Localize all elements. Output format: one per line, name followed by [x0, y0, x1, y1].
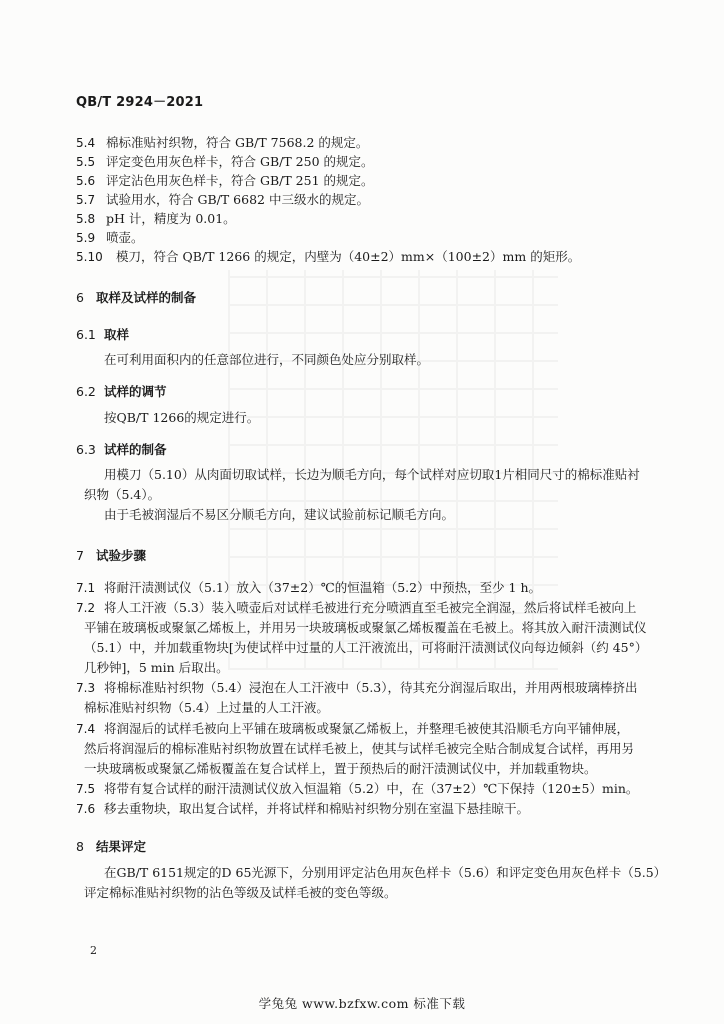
- material-item: 5.5 评定变色用灰色样卡，符合 GB/T 250 的规定。: [76, 154, 374, 169]
- page-number: 2: [90, 944, 97, 957]
- step-7-3: 7.3 将棉标准贴衬织物（5.4）浸泡在人工汗液中（5.3），待其充分润湿后取出，并用两根玻璃棒挤出: [76, 680, 638, 695]
- paragraph-line: 然后将润湿后的棉标准贴衬织物放置在试样毛被上，使其与试样毛被完全贴合制成复合试样，再用另: [84, 741, 635, 756]
- section-heading-8: 8 结果评定: [76, 839, 147, 854]
- paragraph-line: 在GB/T 6151规定的D 65光源下，分别用评定沾色用灰色样卡（5.6）和评定变色用灰色样卡（5.5）: [104, 865, 667, 880]
- section-heading-7: 7 试验步骤: [76, 548, 147, 563]
- paragraph-line: 几秒钟]，5 min 后取出。: [84, 660, 229, 675]
- subsection-heading-6-1: 6.1 取样: [76, 327, 130, 342]
- step-7-1: 7.1 将耐汗渍测试仪（5.1）放入（37±2）℃的恒温箱（5.2）中预热，至少 1 h。: [76, 580, 542, 595]
- material-item: 5.7 试验用水，符合 GB/T 6682 中三级水的规定。: [76, 192, 369, 207]
- section-heading-6: 6 取样及试样的制备: [76, 290, 197, 305]
- material-item: 5.10 模刀，符合 QB/T 1266 的规定，内壁为（40±2）mm×（100±2）mm 的矩形。: [76, 249, 581, 264]
- paragraph-line: 织物（5.4）。: [84, 487, 161, 502]
- step-7-4: 7.4 将润湿后的试样毛被向上平铺在玻璃板或聚氯乙烯板上，并整理毛被使其沿顺毛方向平铺伸展，: [76, 721, 630, 736]
- material-item: 5.9 喷壶。: [76, 230, 144, 245]
- subsection-heading-6-3: 6.3 试样的制备: [76, 442, 167, 457]
- footer-source-text: 学兔兔 www.bzfxw.com 标准下载: [258, 996, 466, 1011]
- paragraph-line: 平铺在玻璃板或聚氯乙烯板上，并用另一块玻璃板或聚氯乙烯板覆盖在毛被上。将其放入耐汗渍测试仪: [84, 620, 647, 635]
- material-item: 5.6 评定沾色用灰色样卡，符合 GB/T 251 的规定。: [76, 173, 374, 188]
- subsection-heading-6-2: 6.2 试样的调节: [76, 384, 167, 399]
- step-7-5: 7.5 将带有复合试样的耐汗渍测试仪放入恒温箱（5.2）中，在（37±2）℃下保持（120±5）min。: [76, 781, 639, 796]
- material-item: 5.8 pH 计，精度为 0.01。: [76, 211, 236, 226]
- step-7-6: 7.6 移去重物块，取出复合试样，并将试样和棉贴衬织物分别在室温下悬挂晾干。: [76, 801, 530, 816]
- paragraph-line: （5.1）中，并加载重物块[为使试样中过量的人工汗液流出，可将耐汗渍测试仪向每边倾斜（约 45°）: [84, 640, 648, 655]
- standard-code: QB/T 2924－2021: [76, 95, 204, 110]
- paragraph-line: 由于毛被润湿后不易区分顺毛方向，建议试验前标记顺毛方向。: [104, 507, 455, 522]
- paragraph: 按QB/T 1266的规定进行。: [104, 410, 260, 425]
- paragraph-line: 棉标准贴衬织物（5.4）上过量的人工汗液。: [84, 700, 329, 715]
- paragraph: 在可利用面积内的任意部位进行，不同颜色处应分别取样。: [104, 352, 430, 367]
- paragraph-line: 一块玻璃板或聚氯乙烯板覆盖在复合试样上，置于预热后的耐汗渍测试仪中，并加载重物块。: [84, 761, 597, 776]
- step-7-2: 7.2 将人工汗液（5.3）装入喷壶后对试样毛被进行充分喷洒直至毛被完全润湿，然后将试样毛被向上: [76, 600, 637, 615]
- paragraph-line: 用模刀（5.10）从肉面切取试样，长边为顺毛方向，每个试样对应切取1片相同尺寸的棉标准贴衬: [104, 467, 640, 482]
- paragraph-line: 评定棉标准贴衬织物的沾色等级及试样毛被的变色等级。: [84, 885, 397, 900]
- material-item: 5.4 棉标准贴衬织物，符合 GB/T 7568.2 的规定。: [76, 135, 369, 150]
